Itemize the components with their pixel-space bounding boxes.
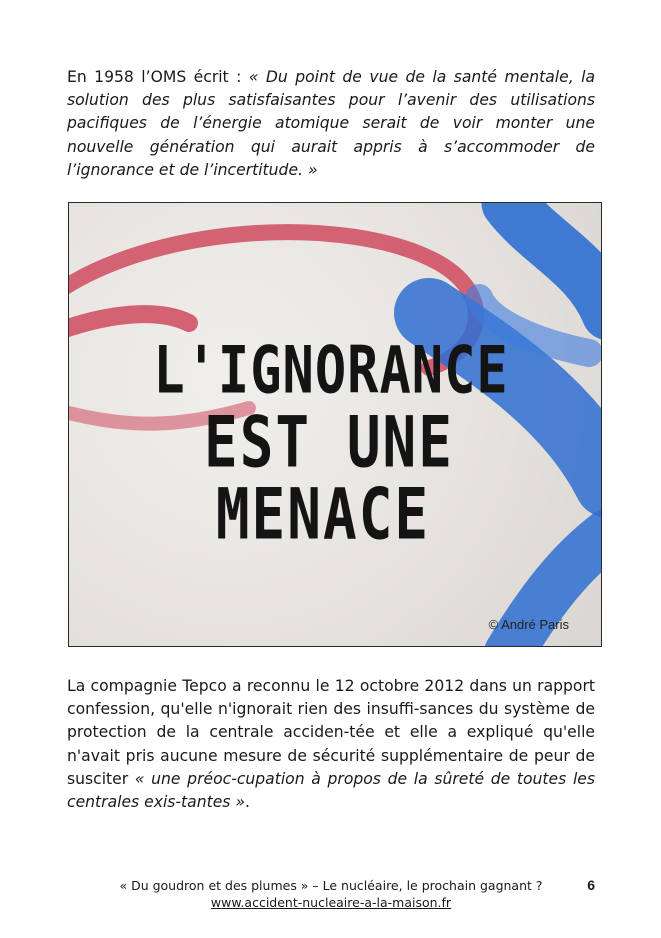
stencil-line-1: L'IGNORANCE: [153, 333, 509, 409]
red-stroke-left: [69, 314, 189, 331]
intro-paragraph: [67, 66, 595, 182]
blue-stroke-top: [509, 203, 601, 313]
page-number: 6: [587, 877, 595, 893]
website-link[interactable]: www.accident-nucleaire-a-la-maison.fr: [210, 895, 452, 910]
tepco-quote: « une préoc-cupation à propos de la sûreté de toutes les centrales exis-tantes »: [67, 769, 595, 812]
stencil-line-3: MENACE: [215, 474, 431, 557]
graffiti-photo: [68, 202, 602, 647]
book-title: « Du goudron et des plumes » – Le nucléaire, le prochain gagnant ?: [119, 878, 543, 893]
intro-lead: En 1958 l’OMS écrit :: [67, 68, 249, 86]
page-footer: [67, 877, 595, 911]
oms-quote: « Du point de vue de la santé mentale, la solution des plus satisfaisantes pour l’avenir des utilisations pacifiques de l’énergie atomique serait de voir monter une nouvelle génération qui aurait appris à s’accommoder de l’ignorance et de l’incertitude. »: [67, 68, 595, 179]
tepco-paragraph: [67, 675, 595, 814]
stencil-line-2: EST UNE: [203, 402, 454, 485]
tepco-end: .: [245, 793, 250, 812]
photo-credit: © André Paris: [488, 617, 569, 632]
tepco-text: La compagnie Tepco a reconnu le 12 octobre 2012 dans un rapport confession, qu'elle n'ignorait rien des insuffi-sances du système de protection de la centrale acciden-tée et elle a expliqué qu'elle n'avait pris aucune mesure de sécurité supplémentaire de peur de susciter: [67, 677, 595, 788]
